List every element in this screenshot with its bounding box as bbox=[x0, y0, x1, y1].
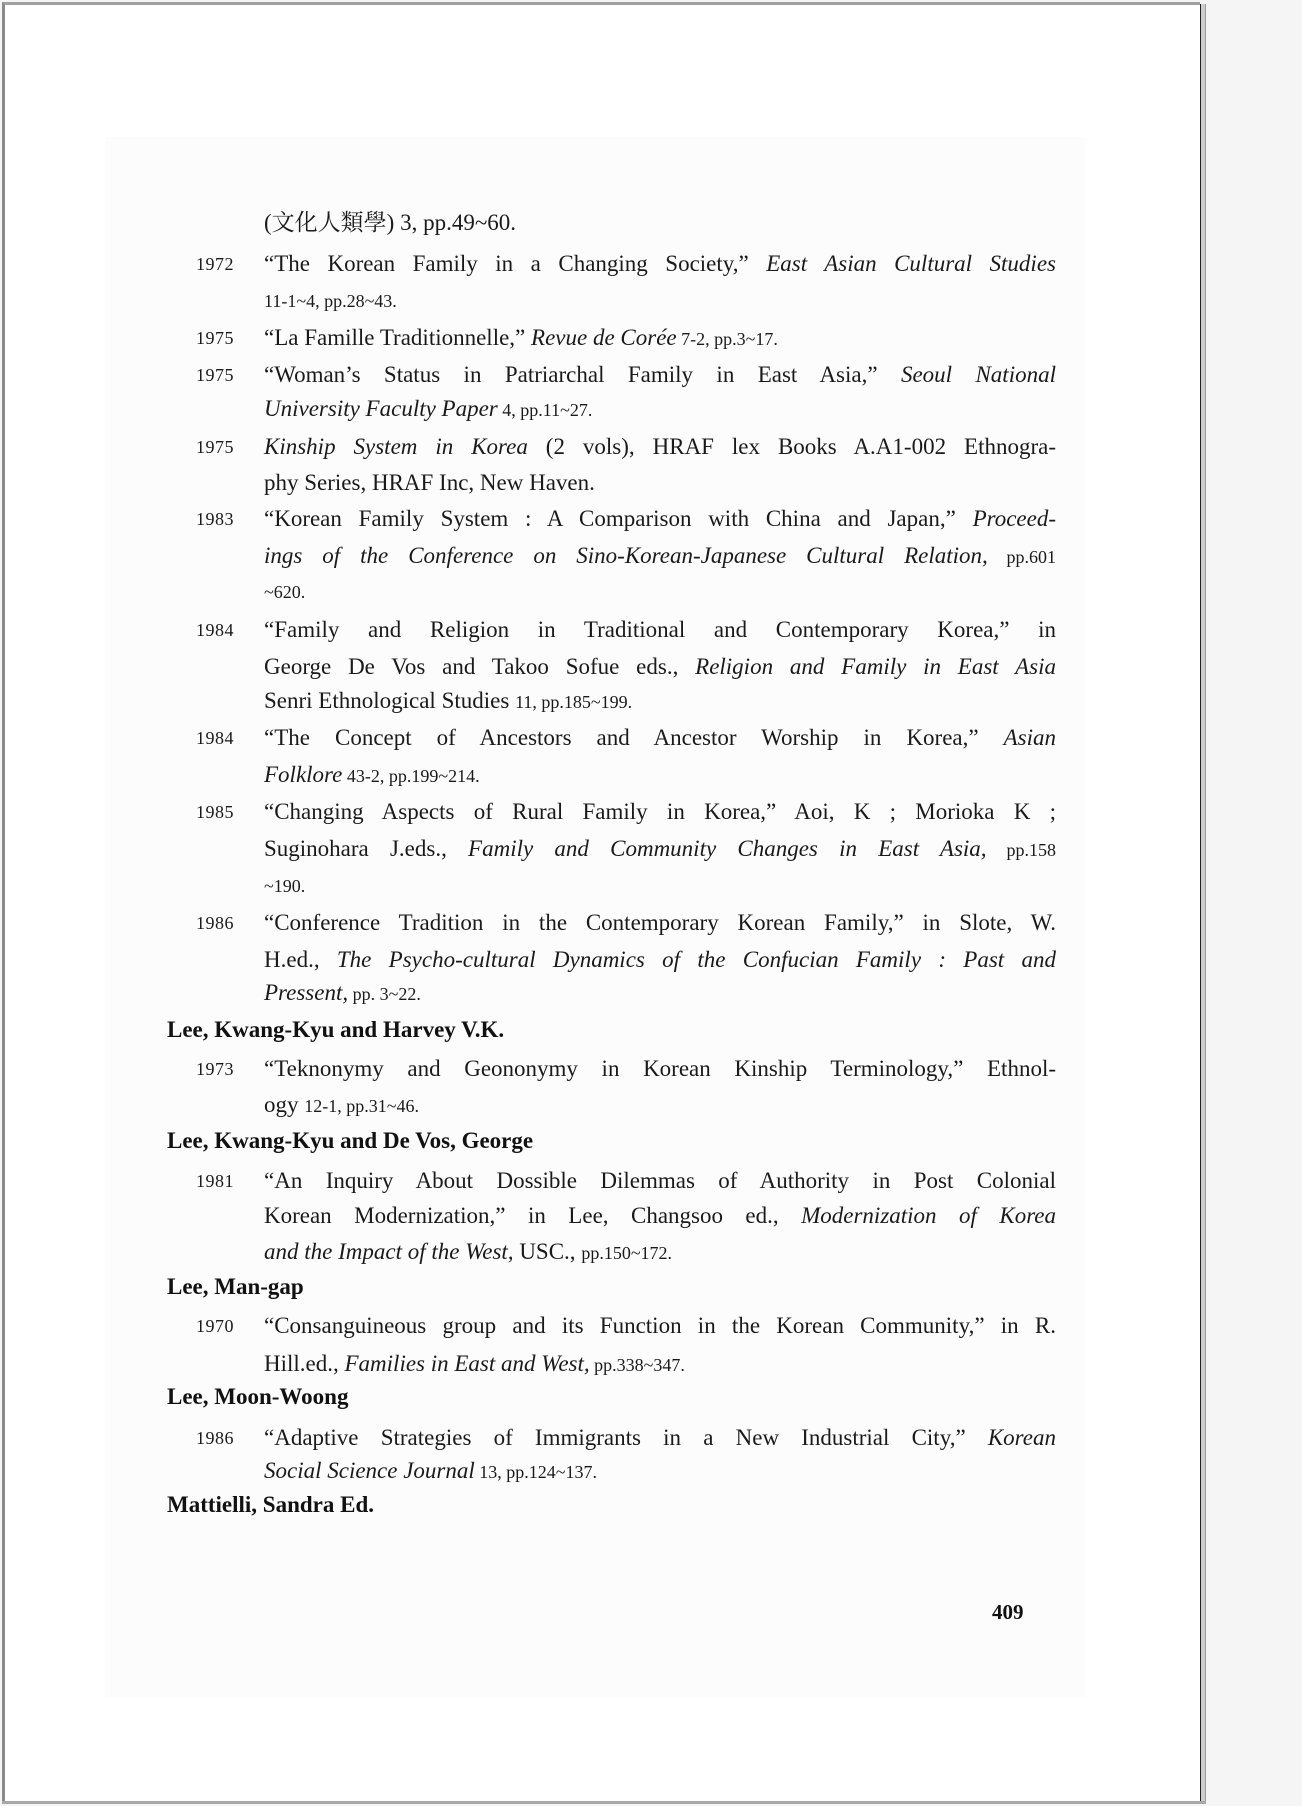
italic-title: Social Science Journal bbox=[264, 1458, 475, 1483]
text-run: “The Korean Family in a Changing Society,” bbox=[264, 251, 767, 276]
entry-year: 1984 bbox=[196, 728, 234, 748]
italic-title: Family and Community Changes in East Asia, bbox=[468, 836, 987, 861]
italic-title: The Psycho-cultural Dynamics of the Confucian Family : Past and bbox=[336, 947, 1056, 972]
entry-year: 1975 bbox=[196, 437, 234, 457]
text-run: “Consanguineous group and its Function in the Korean Community,” in R. bbox=[264, 1313, 1056, 1338]
page-number: 409 bbox=[992, 1600, 1024, 1624]
text-run: “Woman’s Status in Patriarchal Family in East Asia,” bbox=[264, 362, 901, 387]
text-run: 43-2, pp.199~214. bbox=[342, 766, 480, 786]
text-run: 11-1~4, pp.28~43. bbox=[264, 291, 397, 311]
text-line bbox=[264, 1169, 1056, 1192]
text-run: Suginohara J.eds., bbox=[264, 836, 469, 861]
entry-year: 1984 bbox=[196, 620, 234, 640]
text-run: “An Inquiry About Dossible Dilemmas of Authority in Post Colonial bbox=[264, 1168, 1056, 1193]
text-line bbox=[264, 911, 1056, 934]
entry-year: 1986 bbox=[196, 913, 234, 933]
text-line bbox=[264, 252, 1056, 275]
text-run: phy Series, HRAF Inc, New Haven. bbox=[264, 470, 595, 495]
text-line bbox=[264, 544, 1056, 567]
entry-year: 1973 bbox=[196, 1059, 234, 1079]
text-line bbox=[264, 800, 1056, 823]
italic-title: East Asian Cultural Studies bbox=[766, 251, 1056, 276]
text-run: “Teknonymy and Geononymy in Korean Kinship Terminology,” Ethnol- bbox=[264, 1056, 1056, 1081]
text-run: “Changing Aspects of Rural Family in Korea,” Aoi, K ; Morioka K ; bbox=[264, 799, 1056, 824]
text-line bbox=[264, 618, 1056, 641]
text-line bbox=[264, 763, 1056, 786]
italic-title: Religion and Family in East Asia bbox=[695, 654, 1056, 679]
text-line bbox=[264, 1314, 1056, 1337]
text-line bbox=[264, 655, 1056, 678]
text-line bbox=[264, 873, 1056, 896]
text-line bbox=[264, 837, 1056, 860]
text-line bbox=[264, 1426, 1056, 1449]
text-line bbox=[264, 981, 1056, 1004]
text-run: Hill.ed., bbox=[264, 1351, 345, 1376]
italic-title: Revue de Corée bbox=[531, 325, 677, 350]
italic-title: ings of the Conference on Sino-Korean-Japanese Cultural Relation, bbox=[264, 543, 988, 568]
author-heading: Lee, Kwang-Kyu and De Vos, George bbox=[167, 1128, 534, 1153]
continuation-line: (文化人類學) 3, pp.49~60. bbox=[264, 210, 517, 235]
author-heading: Mattielli, Sandra Ed. bbox=[167, 1492, 375, 1517]
text-line bbox=[264, 363, 1056, 386]
text-line bbox=[264, 1057, 1056, 1080]
text-run: ~190. bbox=[264, 876, 306, 896]
italic-title: Families in East and West, bbox=[344, 1351, 590, 1376]
italic-title: Proceed- bbox=[972, 506, 1056, 531]
text-line bbox=[264, 397, 1056, 420]
text-run: 4, pp.11~27. bbox=[497, 400, 593, 420]
text-line bbox=[264, 1352, 1056, 1375]
entry-year: 1970 bbox=[196, 1316, 234, 1336]
text-run: H.ed., bbox=[264, 947, 337, 972]
italic-title: Pressent, bbox=[264, 980, 349, 1005]
text-run: (2 vols), HRAF lex Books A.A1-002 Ethnogra- bbox=[527, 434, 1056, 459]
entry-year: 1981 bbox=[196, 1171, 234, 1191]
text-run: “Family and Religion in Traditional and Contemporary Korea,” in bbox=[264, 617, 1056, 642]
text-run: 13, pp.124~137. bbox=[474, 1462, 598, 1482]
page-bottom-shadow bbox=[2, 1801, 1206, 1804]
entry-year: 1975 bbox=[196, 365, 234, 385]
italic-title: Asian bbox=[1003, 725, 1056, 750]
italic-title: Kinship System in Korea bbox=[264, 434, 528, 459]
text-line bbox=[264, 471, 1056, 494]
text-run: pp.338~347. bbox=[589, 1355, 685, 1375]
text-run: pp.601 bbox=[987, 547, 1056, 567]
text-run: “The Concept of Ancestors and Ancestor Worship in Korea,” bbox=[264, 725, 1004, 750]
italic-title: Korean bbox=[987, 1425, 1056, 1450]
text-run: “Conference Tradition in the Contemporary Korean Family,” in Slote, W. bbox=[264, 910, 1056, 935]
text-line bbox=[264, 1204, 1056, 1227]
text-line bbox=[264, 579, 1056, 602]
text-run: 11, pp.185~199. bbox=[515, 692, 633, 712]
text-line bbox=[264, 948, 1056, 971]
text-run: 7-2, pp.3~17. bbox=[676, 329, 778, 349]
author-heading: Lee, Moon-Woong bbox=[167, 1384, 349, 1409]
italic-title: University Faculty Paper bbox=[264, 396, 498, 421]
author-heading: Lee, Kwang-Kyu and Harvey V.K. bbox=[167, 1017, 505, 1042]
text-run: “Adaptive Strategies of Immigrants in a New Industrial City,” bbox=[264, 1425, 988, 1450]
text-line bbox=[264, 689, 1056, 712]
text-run: George De Vos and Takoo Sofue eds., bbox=[264, 654, 696, 679]
text-line bbox=[264, 1459, 1056, 1482]
author-heading: Lee, Man-gap bbox=[167, 1274, 304, 1299]
text-run: “Korean Family System : A Comparison with China and Japan,” bbox=[264, 506, 973, 531]
text-line bbox=[264, 288, 1056, 311]
entry-year: 1985 bbox=[196, 802, 234, 822]
text-line bbox=[264, 326, 1056, 349]
text-run: ogy bbox=[264, 1092, 305, 1117]
entry-year: 1972 bbox=[196, 254, 234, 274]
text-run: 12-1, pp.31~46. bbox=[304, 1096, 419, 1116]
text-run: pp.158 bbox=[986, 840, 1056, 860]
text-run: pp.150~172. bbox=[581, 1243, 673, 1263]
text-run: “La Famille Traditionnelle,” bbox=[264, 325, 532, 350]
italic-title: and the Impact of the West, bbox=[264, 1239, 514, 1264]
text-line bbox=[264, 507, 1056, 530]
italic-title: Folklore bbox=[264, 762, 343, 787]
text-line bbox=[264, 726, 1056, 749]
text-run: Senri Ethnological Studies bbox=[264, 688, 516, 713]
text-run: USC., bbox=[513, 1239, 582, 1264]
text-line bbox=[264, 435, 1056, 458]
entry-year: 1975 bbox=[196, 328, 234, 348]
italic-title: Modernization of Korea bbox=[801, 1203, 1056, 1228]
text-run: Korean Modernization,” in Lee, Changsoo ed., bbox=[264, 1203, 802, 1228]
page-edge-shadow bbox=[1200, 4, 1206, 1804]
entry-year: 1986 bbox=[196, 1428, 234, 1448]
text-line bbox=[264, 1240, 1056, 1263]
italic-title: Seoul National bbox=[900, 362, 1056, 387]
text-line bbox=[264, 1093, 1056, 1116]
entry-year: 1983 bbox=[196, 509, 234, 529]
text-run: ~620. bbox=[264, 582, 306, 602]
text-run: pp. 3~22. bbox=[348, 984, 421, 1004]
